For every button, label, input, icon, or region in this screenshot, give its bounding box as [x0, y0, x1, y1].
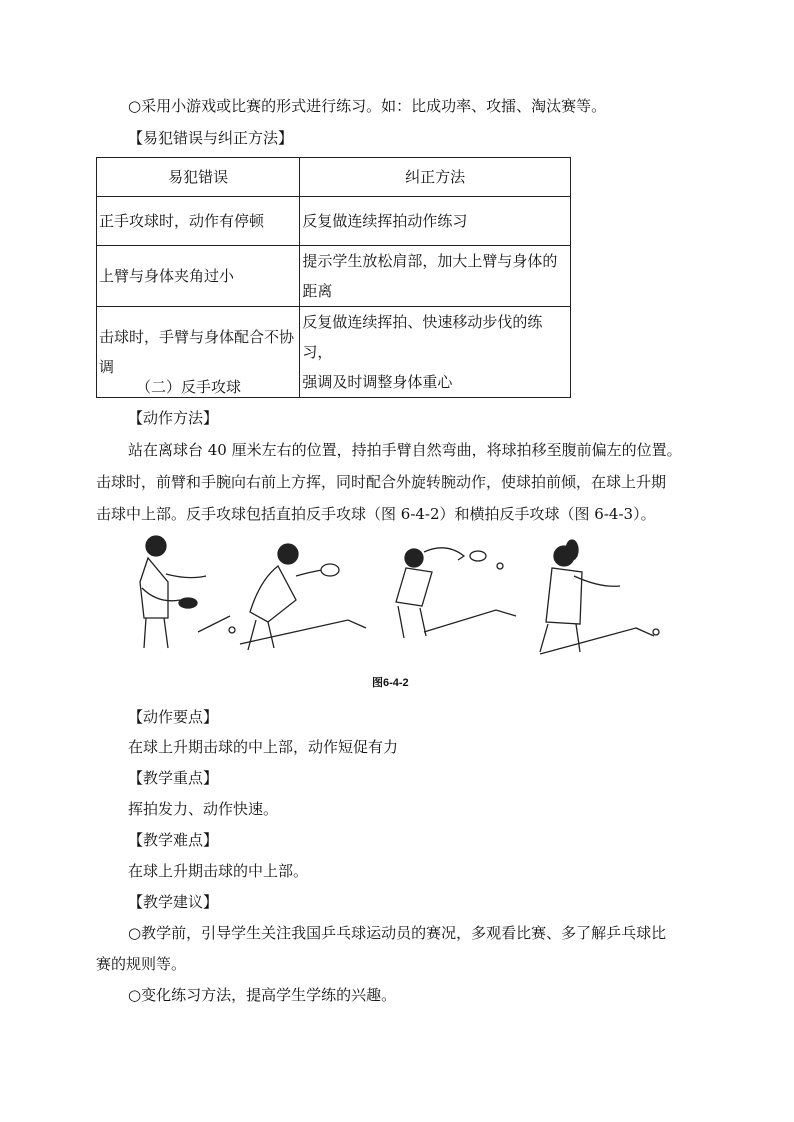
table-row	[97, 246, 571, 307]
fix-line: 反复做连续挥拍、快速移动步伐的练习，	[302, 313, 543, 361]
fix-line: 距离	[302, 282, 333, 300]
fix-cell	[300, 246, 571, 307]
error-line: 击球时，手臂与身体配合不协	[99, 328, 295, 346]
fix-cell: 反复做连续挥拍动作练习	[300, 197, 571, 246]
fix-cell	[300, 307, 571, 398]
intro-line: ○采用小游戏或比赛的形式进行练习。如：比成功率、攻擂、淘汰赛等。	[128, 97, 607, 115]
player-illustration-4	[540, 540, 659, 654]
keypoints-text: 在球上升期击球的中上部，动作短促有力	[128, 738, 399, 756]
section-title: （二）反手攻球	[136, 378, 242, 396]
method-heading: 【动作方法】	[128, 409, 219, 427]
advice-line: 赛的规则等。	[96, 955, 187, 973]
method-line: 站在离球台 40 厘米左右的位置，持拍手臂自然弯曲，将球拍移至腹前偏左的位置。	[128, 441, 682, 459]
error-line: 调	[99, 358, 115, 376]
advice-line: ○教学前，引导学生关注我国乒乓球运动员的赛况，多观看比赛、多了解乒乓球比	[128, 924, 667, 942]
backhand-figure	[128, 532, 668, 692]
error-cell: 上臂与身体夹角过小	[97, 246, 300, 307]
player-illustration-1	[140, 536, 230, 648]
errors-heading: 【易犯错误与纠正方法】	[128, 129, 294, 147]
table-row	[97, 197, 571, 246]
method-line: 击球时，前臂和手腕向右前上方挥，同时配合外旋转腕动作，使球拍前倾，在球上升期	[96, 473, 667, 491]
advice-heading: 【教学建议】	[128, 893, 219, 911]
fix-line: 强调及时调整身体重心	[302, 373, 453, 391]
difficulty-text: 在球上升期击球的中上部。	[128, 862, 309, 880]
difficulty-heading: 【教学难点】	[128, 831, 219, 849]
figure-caption: 图6-4-2	[372, 677, 409, 689]
method-line: 击球中上部。反手攻球包括直拍反手攻球（图 6-4-2）和横拍反手攻球（图 6-4-3）。	[96, 505, 656, 523]
errors-table	[96, 157, 571, 398]
table-header-fix: 纠正方法	[300, 158, 571, 197]
player-illustration-2	[229, 544, 366, 650]
focus-text: 挥拍发力、动作快速。	[128, 800, 279, 818]
player-illustration-3	[396, 548, 516, 638]
advice-line-2: ○变化练习方法，提高学生学练的兴趣。	[128, 986, 397, 1004]
fix-line: 提示学生放松肩部，加大上臂与身体的	[302, 252, 558, 270]
focus-heading: 【教学重点】	[128, 769, 219, 787]
error-cell: 正手攻球时，动作有停顿	[97, 197, 300, 246]
keypoints-heading: 【动作要点】	[128, 708, 219, 726]
table-header-error: 易犯错误	[97, 158, 300, 197]
